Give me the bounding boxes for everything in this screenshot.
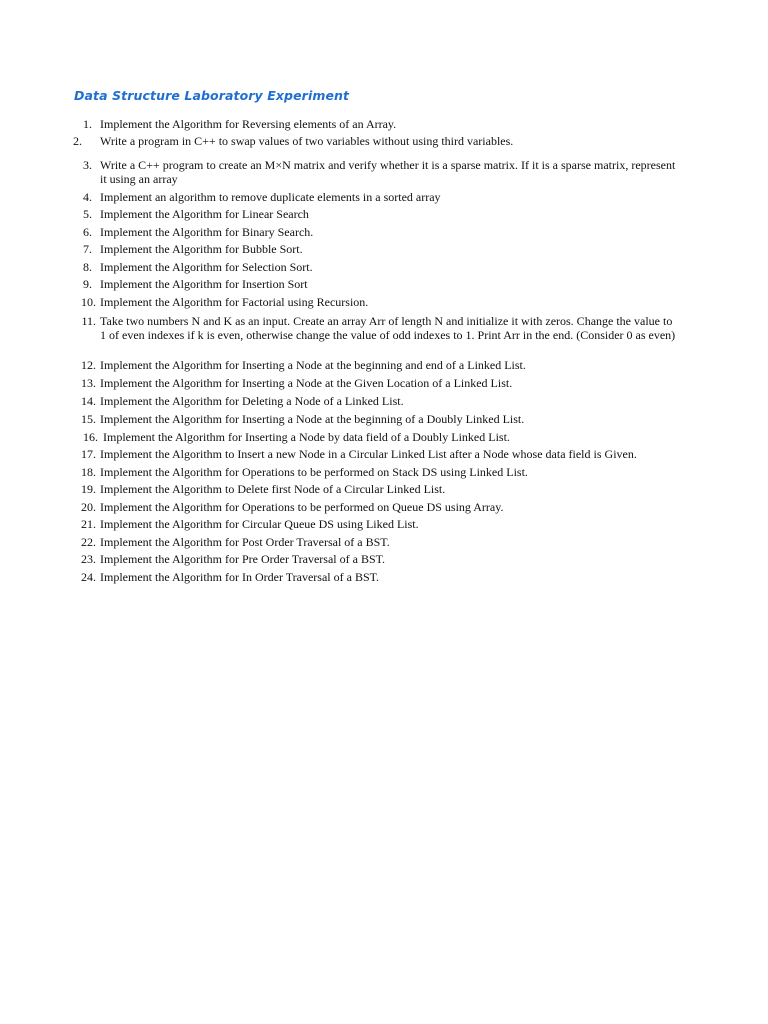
item-number: 12. bbox=[81, 358, 96, 372]
item-number: 6. bbox=[83, 225, 92, 239]
page-title: Data Structure Laboratory Experiment bbox=[74, 88, 350, 103]
item-text: Implement the Algorithm for Operations to be performed on Stack DS using Linked List. bbox=[100, 465, 528, 479]
item-text: Implement the Algorithm for Inserting a Node by data field of a Doubly Linked List. bbox=[103, 430, 510, 444]
item-text: Implement the Algorithm for Insertion Sort bbox=[100, 277, 308, 291]
item-number: 4. bbox=[83, 190, 92, 204]
item-number: 23. bbox=[81, 552, 96, 566]
item-number: 19. bbox=[81, 482, 96, 496]
item-number: 15. bbox=[81, 412, 96, 426]
item-text: Implement the Algorithm for Pre Order Traversal of a BST. bbox=[100, 552, 386, 566]
item-text: Implement the Algorithm for Inserting a Node at the Given Location of a Linked List. bbox=[100, 376, 513, 390]
item-text: Implement an algorithm to remove duplicate elements in a sorted array bbox=[100, 190, 441, 204]
item-text: Implement the Algorithm for Inserting a Node at the beginning of a Doubly Linked List. bbox=[100, 412, 525, 426]
item-number: 11. bbox=[81, 314, 96, 328]
item-number: 21. bbox=[81, 517, 96, 531]
item-number: 17. bbox=[81, 447, 96, 461]
item-text: Implement the Algorithm for Reversing elements of an Array. bbox=[100, 117, 397, 131]
item-number: 1. bbox=[83, 117, 92, 131]
item-number: 2. bbox=[73, 134, 82, 148]
item-number: 14. bbox=[81, 394, 96, 408]
item-text: Implement the Algorithm for In Order Traversal of a BST. bbox=[100, 570, 380, 584]
item-text: Implement the Algorithm for Inserting a Node at the beginning and end of a Linked List. bbox=[100, 358, 526, 372]
item-number: 13. bbox=[81, 376, 96, 390]
item-text: Implement the Algorithm for Linear Search bbox=[100, 207, 309, 221]
item-text: Implement the Algorithm for Circular Queue DS using Liked List. bbox=[100, 517, 419, 531]
item-text: Implement the Algorithm for Selection Sort. bbox=[100, 260, 313, 274]
item-number: 16. bbox=[83, 430, 98, 444]
item-text: Write a program in C++ to swap values of two variables without using third variables. bbox=[100, 134, 514, 148]
item-text: Implement the Algorithm for Factorial using Recursion. bbox=[100, 295, 369, 309]
item-text: Implement the Algorithm for Post Order Traversal of a BST. bbox=[100, 535, 390, 549]
item-number: 18. bbox=[81, 465, 96, 479]
item-text: Implement the Algorithm for Deleting a Node of a Linked List. bbox=[100, 394, 404, 408]
item-number: 9. bbox=[83, 277, 92, 291]
item-number: 22. bbox=[81, 535, 96, 549]
item-number: 24. bbox=[81, 570, 96, 584]
item-text: Implement the Algorithm for Binary Search. bbox=[100, 225, 314, 239]
item-number: 10. bbox=[81, 295, 96, 309]
item-text: Implement the Algorithm for Bubble Sort. bbox=[100, 242, 303, 256]
item-text: Implement the Algorithm for Operations to be performed on Queue DS using Array. bbox=[100, 500, 504, 514]
item-text: Take two numbers N and K as an input. Create an array Arr of length N and initialize it with zeros. Change the value to 1 of even indexes if k is even, otherwise change the value of odd indexes to 1. Print Arr in the end. (Consider 0 as even) bbox=[100, 314, 676, 342]
item-number: 8. bbox=[83, 260, 92, 274]
item-number: 7. bbox=[83, 242, 92, 256]
item-text: Implement the Algorithm to Insert a new Node in a Circular Linked List after a Node whose data field is Given. bbox=[100, 447, 637, 461]
item-text: Write a C++ program to create an M×N matrix and verify whether it is a sparse matrix. If it is a sparse matrix, represent it using an array bbox=[100, 158, 676, 186]
item-number: 5. bbox=[83, 207, 92, 221]
item-text: Implement the Algorithm to Delete first Node of a Circular Linked List. bbox=[100, 482, 446, 496]
item-number: 3. bbox=[83, 158, 92, 172]
item-number: 20. bbox=[81, 500, 96, 514]
